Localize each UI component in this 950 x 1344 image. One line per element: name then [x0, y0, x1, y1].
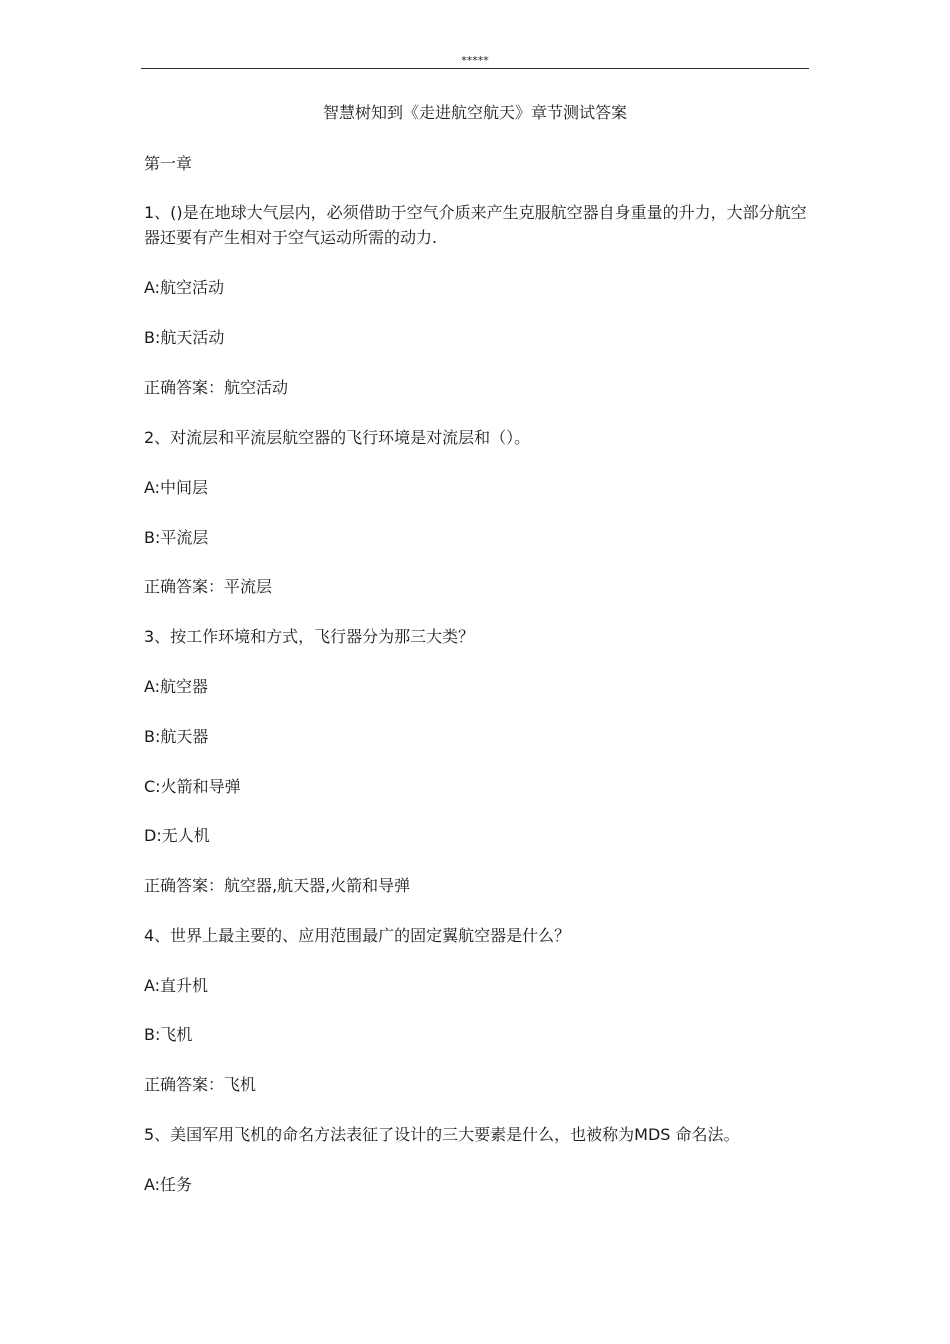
question-2-option-a: A:中间层	[144, 478, 209, 497]
question-3-option-a: A:航空器	[144, 677, 209, 696]
question-4-option-a: A:直升机	[144, 976, 209, 995]
question-5-option-a: A:任务	[144, 1175, 193, 1194]
question-4-option-b: B:飞机	[144, 1025, 193, 1044]
question-1-text: 1、()是在地球大气层内，必须借助于空气介质来产生克服航空器自身重量的升力，大部分航空器还要有产生相对于空气运动所需的动力.	[144, 203, 807, 247]
question-2-answer: 正确答案：平流层	[144, 577, 273, 596]
chapter-heading: 第一章	[144, 154, 193, 173]
question-3-text: 3、按工作环境和方式，飞行器分为那三大类？	[144, 627, 475, 646]
question-1-answer: 正确答案：航空活动	[144, 378, 289, 397]
question-3-answer: 正确答案：航空器,航天器,火箭和导弹	[144, 876, 411, 895]
question-3-option-c: C:火箭和导弹	[144, 777, 241, 796]
document-title: 智慧树知到《走进航空航天》章节测试答案	[322, 103, 627, 122]
question-3-option-b: B:航天器	[144, 727, 209, 746]
question-1-option-a: A:航空活动	[144, 278, 225, 297]
question-2-option-b: B:平流层	[144, 528, 209, 547]
question-4-answer: 正确答案：飞机	[144, 1075, 257, 1094]
question-1-option-b: B:航天活动	[144, 328, 225, 347]
question-2-text: 2、对流层和平流层航空器的飞行环境是对流层和（）。	[144, 428, 531, 447]
header-rule	[141, 68, 809, 69]
header-mark: *****	[461, 54, 489, 67]
question-4-text: 4、世界上最主要的、应用范围最广的固定翼航空器是什么？	[144, 926, 571, 945]
question-3-option-d: D:无人机	[144, 826, 210, 845]
question-5-text: 5、美国军用飞机的命名方法表征了设计的三大要素是什么，也被称为MDS 命名法。	[144, 1125, 740, 1144]
